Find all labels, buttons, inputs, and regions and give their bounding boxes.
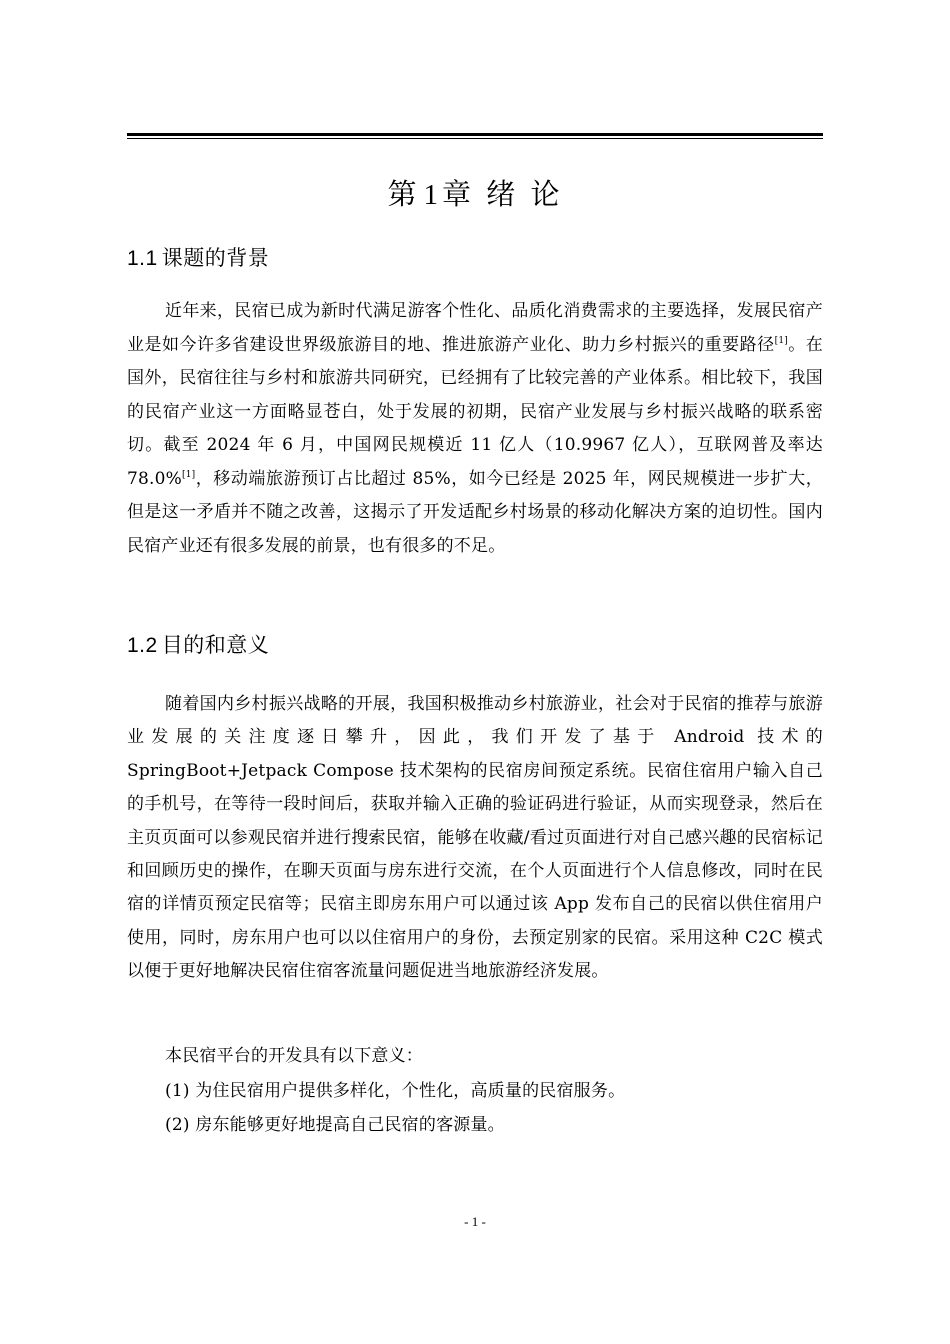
paragraph-significance-intro: 本民宿平台的开发具有以下意义：: [165, 1046, 423, 1066]
section-number: 1.1: [127, 247, 158, 270]
header-rule-thin: [127, 138, 823, 139]
page-number: - 1 -: [464, 1214, 486, 1229]
chapter-number: 1: [423, 179, 439, 211]
chapter-title: [127, 174, 823, 215]
paragraph-purpose: 随着国内乡村振兴战略的开展，我国积极推动乡村旅游业，社会对于民宿的推荐与旅游业发展的关注度逐日攀升，因此，我们开发了基于 Android 技术的 SpringBoot+Jetpack Compose 技术架构的民宿房间预定系统。民宿住宿用户输入自己的手机号，在等待一段时间后，获取并输入正确的验证码进行验证，从而实现登录，然后在主页页面可以参观民宿并进行搜索民宿，能够在收藏/看过页面进行对自己感兴趣的民宿标记和回顾历史的操作，在聊天页面与房东进行交流，在个人页面进行个人信息修改，同时在民宿的详情页预定民宿等；民宿主即房东用户可以通过该 App 发布自己的民宿以供住宿用户使用，同时，房东用户也可以以住宿用户的身份，去预定别家的民宿。采用这种 C2C 模式以便于更好地解决民宿住宿客流量问题促进当地旅游经济发展。: [127, 694, 823, 982]
paragraph-text: 。在国外，民宿往往与乡村和旅游共同研究，已经拥有了比较完善的产业体系。相比较下，我国的民宿产业这一方面略显苍白，处于发展的初期，民宿产业发展与乡村振兴战略的联系密切。截至 2024 年 6 月，中国网民规模近 11 亿人（10.9967 亿人），互联网普及率达 78.0%: [127, 334, 823, 489]
citation-ref: [1]: [182, 469, 196, 480]
paragraph-text: ，移动端旅游预订占比超过 85%，如今已经是 2025 年，网民规模进一步扩大，但是这一矛盾并不随之改善，这揭示了开发适配乡村场景的移动化解决方案的迫切性。国内民宿产业还有很多发展的前景，也有很多的不足。: [127, 468, 823, 556]
list-item: (1) 为住民宿用户提供多样化，个性化，高质量的民宿服务。: [165, 1081, 626, 1101]
section-title: 目的和意义: [161, 633, 270, 657]
chapter-title-text: 章 绪 论: [442, 177, 563, 211]
paragraph-background: [127, 295, 823, 563]
header-rule-thick: [127, 133, 823, 136]
section-heading-1-2: [127, 630, 269, 661]
chapter-prefix: 第: [387, 177, 420, 211]
section-heading-1-1: [127, 243, 269, 274]
list-item: (2) 房东能够更好地提高自己民宿的客源量。: [165, 1115, 505, 1135]
section-number: 1.2: [127, 634, 158, 657]
citation-ref: [1]: [774, 335, 788, 346]
paragraph-text: 近年来，民宿已成为新时代满足游客个性化、品质化消费需求的主要选择，发展民宿产业是如今许多省建设世界级旅游目的地、推进旅游产业化、助力乡村振兴的重要路径: [127, 301, 823, 355]
section-title: 课题的背景: [161, 246, 270, 270]
